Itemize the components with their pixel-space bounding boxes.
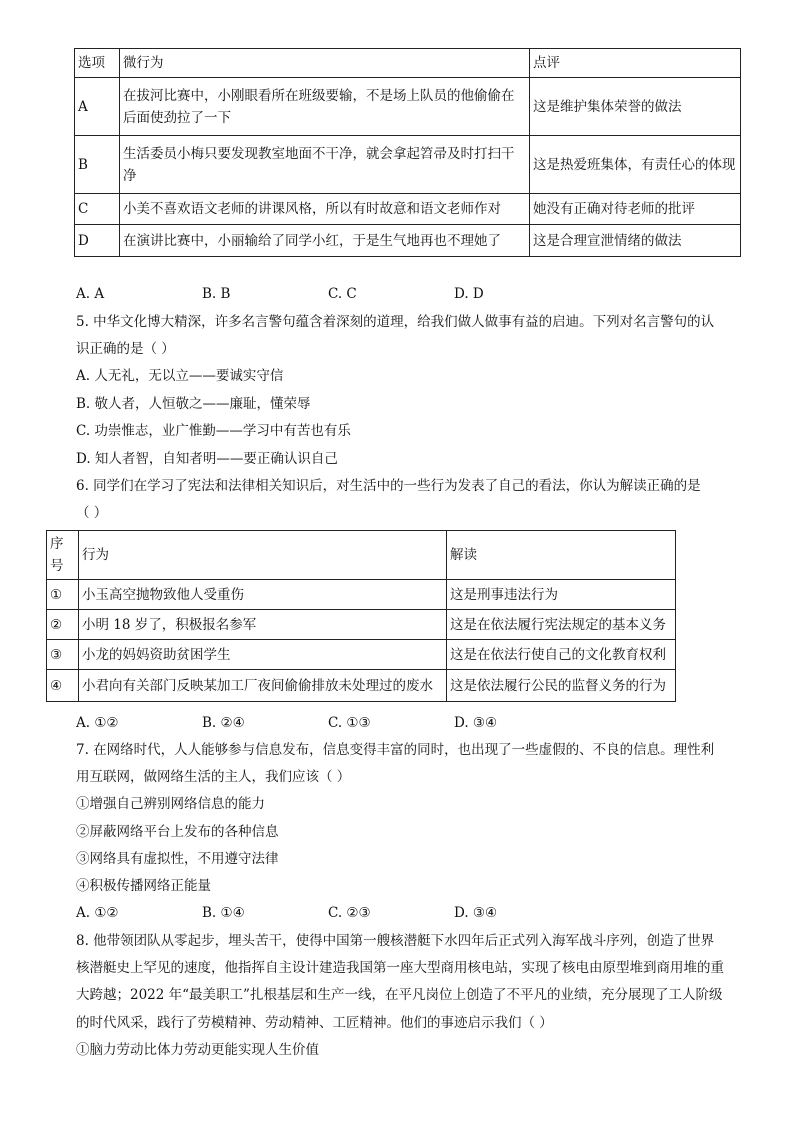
q7-item-3: ③网络具有虚拟性，不用遵守法律: [76, 851, 279, 867]
option-a[interactable]: A. A: [76, 286, 105, 302]
option-a[interactable]: A. ①②: [76, 715, 119, 731]
q7-item-4: ④积极传播网络正能量: [76, 878, 211, 894]
q7-item-1: ①增强自己辨别网络信息的能力: [76, 796, 265, 812]
action-cell: 小君向有关部门反映某加工厂夜间偷偷排放未处理过的废水: [79, 670, 447, 702]
header-cell: 点评: [530, 49, 741, 78]
q5-stem-line1: 5. 中华文化博大精深，许多名言警句蕴含着深刻的道理，给我们做人做事有益的启迪。下列对名言警句的认: [76, 314, 715, 330]
option-d[interactable]: D. D: [454, 286, 484, 302]
table-row: [47, 670, 676, 702]
option-d[interactable]: D. ③④: [454, 905, 498, 921]
q5-option-a[interactable]: A. 人无礼，无以立——要诚实守信: [76, 368, 284, 384]
q5-stem-line2: 识正确的是（ ）: [76, 341, 175, 357]
q5-option-d[interactable]: D. 知人者智，自知者明——要正确认识自己: [76, 451, 338, 467]
header-cell: 解读: [447, 531, 676, 580]
comment-cell: 她没有正确对待老师的批评: [530, 194, 741, 225]
reading-cell: 这是在依法行使自己的文化教育权利: [447, 640, 676, 670]
q8-stem-line2: 核潜艇史上罕见的速度，他指挥自主设计建造我国第一座大型商用核电站，实现了核电由原型堆到商用堆的重: [76, 960, 724, 976]
option-cell: B: [75, 136, 120, 194]
q8-stem-line1: 8. 他带领团队从零起步，埋头苦干，使得中国第一艘核潜艇下水四年后正式列入海军战斗序列，创造了世界: [76, 933, 715, 949]
option-b[interactable]: B. B: [202, 286, 231, 302]
law-behavior-table: [46, 530, 676, 702]
reading-cell: 这是依法履行公民的监督义务的行为: [447, 670, 676, 702]
comment-cell: 这是合理宣泄情绪的做法: [530, 225, 741, 257]
comment-cell: 这是维护集体荣誉的做法: [530, 78, 741, 136]
option-a[interactable]: A. ①②: [76, 905, 119, 921]
action-cell: 小玉高空抛物致他人受重伤: [79, 580, 447, 610]
option-d[interactable]: D. ③④: [454, 715, 498, 731]
table-row: [47, 640, 676, 670]
action-cell: 在拔河比赛中，小刚眼看所在班级要输，不是场上队员的他偷偷在后面使劲拉了一下: [120, 78, 530, 136]
table-header-row: [47, 531, 676, 580]
header-cell: 微行为: [120, 49, 530, 78]
q8-stem-line3: 大跨越；2022 年“最美职工”扎根基层和生产一线，在平凡岗位上创造了不平凡的业绩，充分展现了工人阶级: [76, 987, 723, 1003]
behavior-table: [74, 48, 741, 257]
q8-item-1: ①脑力劳动比体力劳动更能实现人生价值: [76, 1042, 319, 1058]
option-cell: C: [75, 194, 120, 225]
header-cell: 序号: [47, 531, 79, 580]
table-row: [47, 610, 676, 640]
q7-item-2: ②屏蔽网络平台上发布的各种信息: [76, 824, 279, 840]
reading-cell: 这是刑事违法行为: [447, 580, 676, 610]
q7-stem-line1: 7. 在网络时代，人人能够参与信息发布，信息变得丰富的同时，也出现了一些虚假的、不良的信息。理性利: [76, 742, 715, 758]
action-cell: 在演讲比赛中，小丽输给了同学小红，于是生气地再也不理她了: [120, 225, 530, 257]
comment-cell: 这是热爱班集体，有责任心的体现: [530, 136, 741, 194]
action-cell: 小明 18 岁了，积极报名参军: [79, 610, 447, 640]
header-cell: 选项: [75, 49, 120, 78]
table-row: [75, 194, 741, 225]
q4-options: [76, 284, 676, 304]
q8-stem-line4: 的时代风采，践行了劳模精神、劳动精神、工匠精神。他们的事迹启示我们（ ）: [76, 1015, 553, 1031]
q6-stem-line2: （ ）: [76, 505, 108, 521]
table-row: [75, 136, 741, 194]
option-cell: D: [75, 225, 120, 257]
q6-stem-line1: 6. 同学们在学习了宪法和法律相关知识后，对生活中的一些行为发表了自己的看法，你认为解读正确的是: [76, 478, 701, 494]
q7-options: [76, 903, 676, 923]
reading-cell: 这是在依法履行宪法规定的基本义务: [447, 610, 676, 640]
q5-option-b[interactable]: B. 敬人者，人恒敬之——廉耻，懂荣辱: [76, 396, 311, 412]
number-cell: ③: [47, 640, 79, 670]
action-cell: 小美不喜欢语文老师的讲课风格，所以有时故意和语文老师作对: [120, 194, 530, 225]
option-b[interactable]: B. ②④: [202, 715, 245, 731]
action-cell: 生活委员小梅只要发现教室地面不干净，就会拿起笤帚及时打扫干净: [120, 136, 530, 194]
table-row: [75, 78, 741, 136]
header-cell: 行为: [79, 531, 447, 580]
number-cell: ④: [47, 670, 79, 702]
option-c[interactable]: C. C: [328, 286, 357, 302]
option-cell: A: [75, 78, 120, 136]
option-c[interactable]: C. ②③: [328, 905, 371, 921]
table-header-row: [75, 49, 741, 78]
number-cell: ②: [47, 610, 79, 640]
table-row: [47, 580, 676, 610]
table-row: [75, 225, 741, 257]
action-cell: 小龙的妈妈资助贫困学生: [79, 640, 447, 670]
q6-options: [76, 713, 676, 733]
number-cell: ①: [47, 580, 79, 610]
q7-stem-line2: 用互联网，做网络生活的主人，我们应该（ ）: [76, 769, 351, 785]
option-c[interactable]: C. ①③: [328, 715, 371, 731]
option-b[interactable]: B. ①④: [202, 905, 245, 921]
q5-option-c[interactable]: C. 功崇惟志，业广惟勤——学习中有苦也有乐: [76, 423, 351, 439]
